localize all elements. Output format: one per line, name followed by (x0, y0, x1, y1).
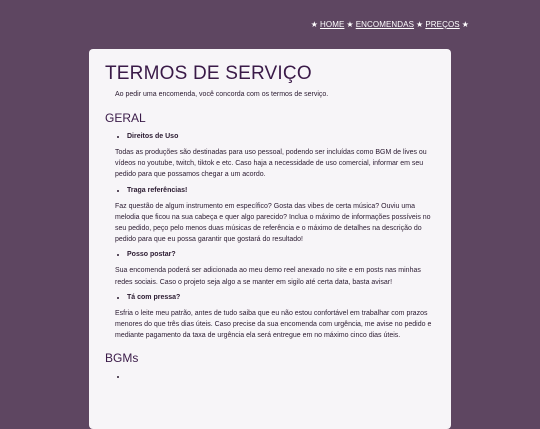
term-title-direitos: • Direitos de Uso (127, 133, 435, 140)
term-text-pressa: Esfria o leite meu patrão, antes de tudo saiba que eu não estou confortável em trabalhar com prazos menores do que três dias úteis. Caso precise da sua encomenda com urgência, me avise no pedido e mediante pagamento da taxa de urgência ela será entregue em no máximo cinco dias úteis. (115, 309, 432, 340)
bgms-list (105, 373, 435, 380)
star-icon: ★ (310, 20, 319, 29)
intro-text: Ao pedir uma encomenda, você concorda com os termos de serviço. (115, 91, 329, 98)
terms-list (105, 187, 435, 194)
term-title-referencias: • Traga referências! (127, 187, 435, 194)
term-title-postar: • Posso postar? (127, 251, 435, 258)
terms-list (105, 251, 435, 258)
star-icon: ★ (461, 20, 469, 29)
term-title-pressa: • Tá com pressa? (127, 294, 435, 301)
term-text-referencias: Faz questão de algum instrumento em específico? Gosta das vibes de certa música? Ouviu uma melodia que ficou na sua cabeça e quer algo parecido? Inclua o máximo de informações possíveis no seu pedido, peço pelo menos duas músicas de referência e o máximo de detalhes na descrição do pedido para que eu possa garantir que gostará do resultado! (115, 202, 431, 244)
nav-home-link[interactable]: HOME (320, 20, 345, 29)
bgms-list-item (127, 373, 435, 380)
section-heading-geral: GERAL (105, 111, 146, 125)
nav-precos-link[interactable]: PREÇOS (425, 20, 460, 29)
star-icon: ★ (346, 20, 354, 29)
page-title: TERMOS DE SERVIÇO (105, 63, 312, 84)
top-navigation (309, 20, 471, 29)
term-text-postar: Sua encomenda poderá ser adicionada ao meu demo reel anexado no site e em posts nas minhas redes sociais. Caso o projeto seja algo a se manter em sigilo até certa data, basta avisar! (115, 267, 421, 286)
section-heading-bgms: BGMs (105, 351, 139, 366)
content-card (89, 49, 451, 429)
nav-encomendas-link[interactable]: ENCOMENDAS (355, 20, 415, 29)
term-text-direitos: Todas as produções são destinadas para uso pessoal, podendo ser incluídas como BGM de lives ou vídeos no youtube, twitch, tiktok e etc. Caso haja a necessidade de uso comercial, informar em seu pedido para que possamos chegar a um acordo. (115, 149, 427, 179)
star-icon: ★ (416, 20, 424, 29)
terms-list (105, 133, 435, 140)
terms-list (105, 294, 435, 301)
